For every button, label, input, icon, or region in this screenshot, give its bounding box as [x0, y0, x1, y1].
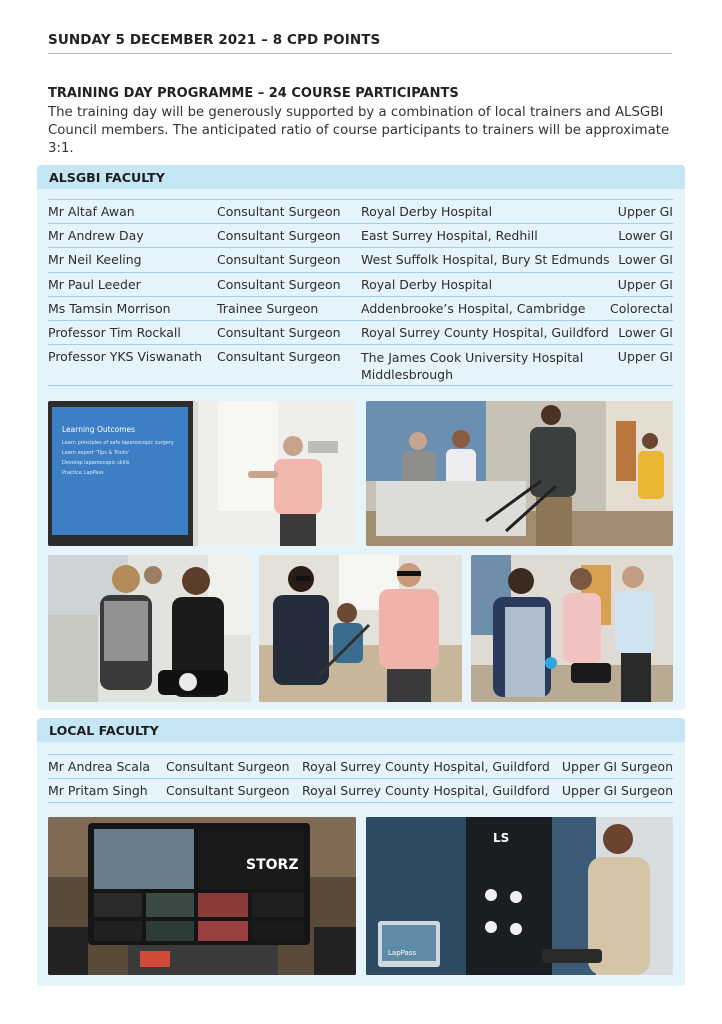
faculty-role: Consultant Surgeon: [166, 759, 290, 774]
table-row: [48, 778, 673, 802]
faculty-name: Professor Tim Rockall: [48, 324, 181, 340]
alsgbi-faculty-heading: ALSGBI FACULTY: [37, 165, 685, 189]
slide-bullet: Learn principles of safe laparoscopic surgery: [62, 440, 174, 446]
table-row: [48, 296, 673, 320]
faculty-name: Ms Tamsin Morrison: [48, 300, 171, 316]
faculty-role: Trainee Surgeon: [217, 300, 319, 316]
monitor-brand: STORZ: [246, 857, 299, 873]
slide-bullet: Practice LapPass: [62, 470, 104, 476]
faculty-specialty: Upper GI: [617, 204, 673, 219]
faculty-role: Consultant Surgeon: [166, 783, 290, 799]
table-row: [48, 199, 673, 223]
faculty-role: Consultant Surgeon: [217, 204, 341, 219]
faculty-role: Consultant Surgeon: [217, 252, 341, 268]
photo-banner-trainer: [366, 817, 673, 975]
table-row: [48, 320, 673, 344]
faculty-name: Professor YKS Viswanath: [48, 349, 202, 365]
local-faculty-heading: LOCAL FACULTY: [37, 718, 685, 742]
table-bottom-rule: [48, 385, 673, 386]
local-faculty-table: [48, 754, 673, 803]
faculty-hospital: Royal Surrey County Hospital, Guildford: [302, 783, 550, 799]
table-row: [48, 754, 673, 778]
faculty-hospital: Addenbrooke’s Hospital, Cambridge: [361, 300, 586, 316]
faculty-role: Consultant Surgeon: [217, 276, 341, 292]
faculty-hospital: Royal Surrey County Hospital, Guildford: [302, 759, 550, 774]
programme-intro: The training day will be generously supported by a combination of local trainers and ALSGBI Council members. The anticipated ratio of course participants to trainers will be approximate 3:1.: [48, 105, 670, 156]
slide-title: Learning Outcomes: [62, 425, 136, 434]
faculty-specialty: Upper GI Surgeon: [561, 759, 673, 774]
photo-training-room: [366, 401, 673, 546]
photo-trainer-glasses: [259, 555, 462, 702]
slide-bullet: Learn expert 'Tips & Tricks': [62, 450, 130, 456]
photo-monitor-setup: [48, 817, 356, 975]
faculty-specialty: Upper GI Surgeon: [561, 783, 673, 799]
faculty-role: Consultant Surgeon: [217, 228, 341, 244]
faculty-hospital: Royal Derby Hospital: [361, 204, 493, 219]
faculty-role: Consultant Surgeon: [217, 324, 341, 340]
banner-brand: LS: [493, 831, 510, 845]
faculty-specialty: Colorectal: [610, 300, 673, 316]
faculty-name: Mr Altaf Awan: [48, 204, 135, 219]
faculty-name: Mr Pritam Singh: [48, 783, 148, 799]
table-row: [48, 344, 673, 385]
slide-bullet: Develop laparoscopic skills: [62, 460, 130, 466]
faculty-hospital: The James Cook University Hospital Middlesbrough: [361, 350, 584, 383]
table-row: [48, 247, 673, 271]
table-bottom-rule: [48, 802, 673, 803]
faculty-hospital: Royal Surrey County Hospital, Guildford: [361, 324, 609, 340]
faculty-specialty: Upper GI: [617, 349, 673, 365]
faculty-specialty: Lower GI: [618, 228, 673, 244]
photo-presenter-slide: [48, 401, 356, 546]
faculty-specialty: Lower GI: [618, 252, 673, 268]
faculty-name: Mr Andrew Day: [48, 228, 144, 244]
faculty-hospital: West Suffolk Hospital, Bury St Edmunds: [361, 252, 610, 268]
faculty-hospital: Royal Derby Hospital: [361, 276, 493, 292]
faculty-specialty: Upper GI: [617, 276, 673, 292]
page-header: SUNDAY 5 DECEMBER 2021 – 8 CPD POINTS: [48, 32, 381, 48]
header-rule: [48, 53, 672, 54]
screen-label: LapPass: [388, 949, 417, 957]
programme-title: TRAINING DAY PROGRAMME – 24 COURSE PARTICIPANTS: [48, 86, 459, 101]
table-row: [48, 272, 673, 296]
photo-trainees-women: [48, 555, 251, 702]
faculty-hospital: East Surrey Hospital, Redhill: [361, 228, 538, 244]
faculty-name: Mr Andrea Scala: [48, 759, 151, 774]
faculty-specialty: Lower GI: [618, 324, 673, 340]
alsgbi-faculty-table: [48, 199, 673, 386]
faculty-role: Consultant Surgeon: [217, 349, 341, 365]
faculty-name: Mr Neil Keeling: [48, 252, 142, 268]
table-row: [48, 223, 673, 247]
photo-trainees-men: [471, 555, 673, 702]
faculty-name: Mr Paul Leeder: [48, 276, 141, 292]
